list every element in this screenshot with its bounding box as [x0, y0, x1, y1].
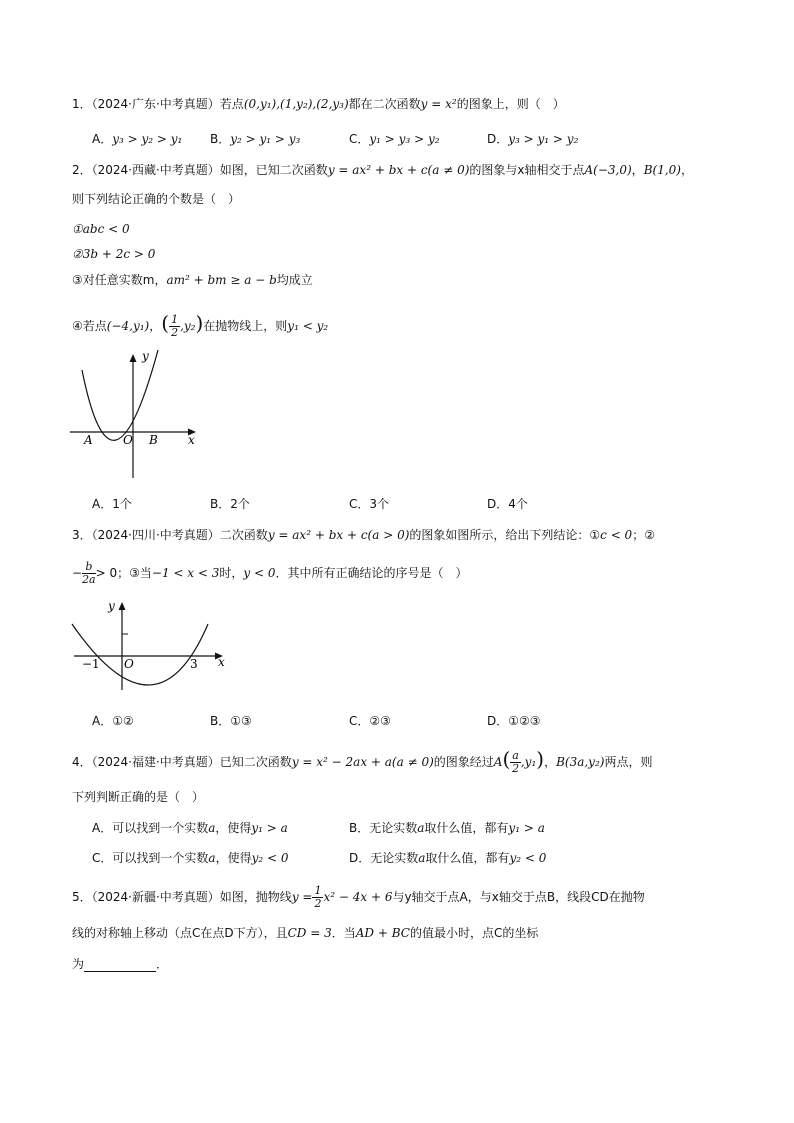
q3-line2-part-c: ．其中所有正确结论的序号是（ ）: [275, 566, 468, 580]
option-label: B．: [210, 132, 231, 146]
option-text: y₂ > y₁ > y₃: [230, 132, 301, 146]
q5-line3-suffix: ．: [156, 957, 169, 971]
q2-option-c[interactable]: [349, 496, 389, 512]
q4-stem-mid: 的图象经过: [433, 755, 494, 769]
origin-label: O: [123, 433, 133, 447]
option-text: y₁ > y₃ > y₂: [369, 132, 440, 146]
option-text: 可以找到一个实数: [112, 821, 209, 835]
q2-statement-2: [72, 246, 155, 262]
option-math: a: [417, 821, 425, 835]
q1-option-a[interactable]: [92, 131, 182, 147]
x-axis-label: x: [188, 433, 195, 447]
q1-stem: [72, 96, 565, 112]
option-label: D．: [349, 851, 371, 865]
q3-conclusion-1: c < 0: [600, 528, 633, 542]
q3-option-b[interactable]: [210, 713, 252, 729]
option-math: a: [208, 821, 216, 835]
q3-stem: [72, 527, 655, 543]
option-math: a: [208, 851, 216, 865]
q2-separator: ，: [631, 163, 644, 177]
option-label: B．: [349, 821, 370, 835]
q2-function: y = ax² + bx + c(a ≠ 0): [327, 163, 470, 177]
parabola-curve: [82, 350, 158, 440]
option-label: A．: [92, 714, 113, 728]
statement-prefix: ④若点: [72, 319, 107, 333]
parabola-curve: [72, 624, 208, 685]
q5-line2-part-a: 线的对称轴上移动（点C在点D下方），且: [72, 926, 288, 940]
q1-option-c[interactable]: [349, 131, 440, 147]
option-label: B．: [210, 714, 231, 728]
q3-stem-prefix: 3．（2024·四川·中考真题）二次函数: [72, 528, 268, 542]
option-text: ①②: [112, 714, 134, 728]
statement-text: ①abc < 0: [72, 222, 130, 236]
q5-stem-prefix: 5．（2024·新疆·中考真题）如图，抛物线: [72, 890, 292, 904]
q2-stem-line2: 则下列结论正确的个数是（ ）: [72, 192, 241, 206]
q5-fraction: [312, 885, 323, 910]
separator: ，: [149, 319, 162, 333]
option-text: 取什么值，都有: [425, 851, 510, 865]
q4-option-c[interactable]: [92, 850, 289, 866]
option-text: ，使得: [215, 821, 252, 835]
option-text: 可以找到一个实数: [112, 851, 209, 865]
option-text: 无论实数: [370, 851, 419, 865]
q4-point-a-name: A: [493, 755, 503, 769]
q4-separator: ，: [544, 755, 557, 769]
q5-line2-part-c: 的值最小时，点C的坐标: [409, 926, 539, 940]
q4-stem: 4．（2024·福建·中考真题）已知二次函数y = x² − 2ax + a(a ≠ 0)的图象经过A( $\frac{a}{2}$ ,y₁)，B(3a,y₂)两点，则: [72, 747, 653, 775]
option-text: 3个: [369, 497, 390, 511]
q4-stem-prefix: 4．（2024·福建·中考真题）已知二次函数: [72, 755, 292, 769]
q4-point-b: B(3a,y₂): [556, 755, 605, 769]
option-text: 4个: [508, 497, 528, 511]
q3-stem-line2: [72, 558, 468, 588]
statement-point-2: ,y₂: [180, 319, 196, 333]
q1-option-b[interactable]: [210, 131, 300, 147]
option-math: y₂ < 0: [251, 851, 289, 865]
q2-option-a[interactable]: [92, 496, 132, 512]
statement-math: y₁ < y₂: [287, 319, 329, 333]
fraction-numerator: 1: [171, 313, 179, 326]
option-text: 1个: [112, 497, 132, 511]
q2-option-d[interactable]: [487, 496, 528, 512]
point-b-label: B: [149, 433, 158, 447]
q5-stem-mid: 与y轴交于点A，与x轴交于点B，线段CD在抛物: [392, 890, 645, 904]
q2-stem-mid: 的图象与x轴相交于点: [469, 163, 585, 177]
option-label: D．: [487, 714, 509, 728]
y-axis-label: y: [142, 349, 149, 363]
q4-fraction: [510, 750, 521, 775]
option-label: A．: [92, 497, 113, 511]
q4-option-b[interactable]: [349, 820, 545, 836]
q2-parabola-graph: [66, 348, 206, 484]
option-math: y₂ < 0: [509, 851, 547, 865]
statement-mid: 在抛物线上，则: [203, 319, 288, 333]
q4-stem-suffix: 两点，则: [604, 755, 653, 769]
option-text: ①②③: [508, 714, 541, 728]
q2-fraction: [169, 314, 180, 339]
q2-stem-prefix: 2．（2024·西藏·中考真题）如图，已知二次函数: [72, 163, 328, 177]
option-label: A．: [92, 821, 113, 835]
q5-function-rest: x² − 4x + 6: [323, 890, 393, 904]
q4-option-a[interactable]: [92, 820, 288, 836]
statement-prefix: ③对任意实数m，: [72, 273, 167, 287]
q5-expression: AD + BC: [355, 926, 410, 940]
q3-y-inequality: y < 0: [243, 566, 276, 580]
y-axis-label: y: [108, 599, 115, 613]
x-intercept-3-label: 3: [190, 657, 198, 671]
q1-stem-suffix: 的图象上，则（ ）: [456, 97, 565, 111]
option-math: a: [418, 851, 426, 865]
q2-statement-4: ④若点(−4,y₁)，( $\frac{1}{2}$ ,y₂)在抛物线上，则y₁ < y₂: [72, 311, 329, 339]
statement-suffix: 均成立: [276, 273, 313, 287]
y-axis-arrow-icon: [119, 602, 126, 610]
q5-stem-line3: [72, 956, 168, 972]
y-axis-arrow-icon: [130, 354, 137, 362]
q3-stem-suffix: 的图象如图所示，给出下列结论：①: [409, 528, 601, 542]
option-label: D．: [487, 497, 509, 511]
q3-line2-part-b: 时，: [219, 566, 244, 580]
q2-option-b[interactable]: [210, 496, 250, 512]
q4-point-a-rest: ,y₁: [520, 755, 537, 769]
option-label: B．: [210, 497, 231, 511]
q3-line2-part-a: > 0；③当: [95, 566, 152, 580]
x-axis-label: x: [218, 655, 225, 669]
q2-point-b: B(1,0): [643, 163, 681, 177]
statement-point-1: (−4,y₁): [106, 319, 150, 333]
option-label: C．: [349, 714, 370, 728]
q2-statement-1: [72, 221, 130, 237]
option-label: D．: [487, 132, 509, 146]
q3-function: y = ax² + bx + c(a > 0): [267, 528, 410, 542]
option-label: C．: [349, 132, 370, 146]
fraction-denominator: 2a: [82, 573, 96, 586]
q4-function: y = x² − 2ax + a(a ≠ 0): [291, 755, 434, 769]
q2-statement-3: [72, 272, 313, 288]
statement-math: am² + bm ≥ a − b: [166, 273, 277, 287]
q2-stem: [72, 162, 693, 178]
fraction-numerator: b: [82, 561, 96, 574]
q5-y-equals: y =: [291, 890, 313, 904]
q3-parabola-graph: [70, 596, 232, 708]
origin-label: O: [124, 657, 134, 671]
option-text: y₃ > y₂ > y₁: [112, 132, 183, 146]
option-math: y₁ > a: [508, 821, 545, 835]
q3-fraction: [82, 561, 96, 586]
option-text: 无论实数: [369, 821, 418, 835]
q1-option-d[interactable]: [487, 131, 578, 147]
q5-answer-blank[interactable]: [84, 959, 156, 972]
option-label: A．: [92, 132, 113, 146]
q5-stem-line2: [72, 925, 538, 941]
fraction-denominator: 2: [171, 326, 179, 339]
q3-inequality: −1 < x < 3: [151, 566, 220, 580]
q1-function: y = x²: [420, 97, 457, 111]
minus-sign: −: [72, 566, 83, 580]
fraction-numerator: a: [512, 749, 519, 762]
option-label: C．: [92, 851, 113, 865]
option-text: ，使得: [215, 851, 252, 865]
q5-cd-length: CD = 3: [287, 926, 332, 940]
option-label: C．: [349, 497, 370, 511]
q2-stem-end: ，: [680, 163, 693, 177]
fraction-numerator: 1: [314, 884, 322, 897]
option-math: y₁ > a: [251, 821, 288, 835]
option-text: y₃ > y₁ > y₂: [508, 132, 579, 146]
q5-line3-prefix: 为: [72, 957, 85, 971]
q4-option-d[interactable]: [349, 850, 546, 866]
option-text: ①③: [230, 714, 252, 728]
q1-stem-mid: 都在二次函数: [348, 97, 421, 111]
option-text: ②③: [369, 714, 391, 728]
point-a-label: A: [84, 433, 93, 447]
q3-option-a[interactable]: [92, 713, 134, 729]
option-text: 取什么值，都有: [424, 821, 509, 835]
fraction-denominator: 2: [512, 762, 520, 775]
q5-stem: [72, 882, 645, 912]
q5-line2-part-b: ．当: [331, 926, 356, 940]
q3-separator: ；②: [632, 528, 655, 542]
fraction-denominator: 2: [314, 897, 322, 910]
q3-option-c[interactable]: [349, 713, 391, 729]
x-intercept-neg1-label: −1: [82, 657, 100, 671]
q4-stem-line2: 下列判断正确的是（ ）: [72, 790, 205, 804]
q1-points: (0,y₁),(1,y₂),(2,y₃): [243, 97, 349, 111]
q3-option-d[interactable]: [487, 713, 541, 729]
option-text: 2个: [230, 497, 250, 511]
q1-stem-prefix: 1．（2024·广东·中考真题）若点: [72, 97, 244, 111]
q2-point-a: A(−3,0): [584, 163, 632, 177]
statement-text: ②3b + 2c > 0: [72, 247, 156, 261]
